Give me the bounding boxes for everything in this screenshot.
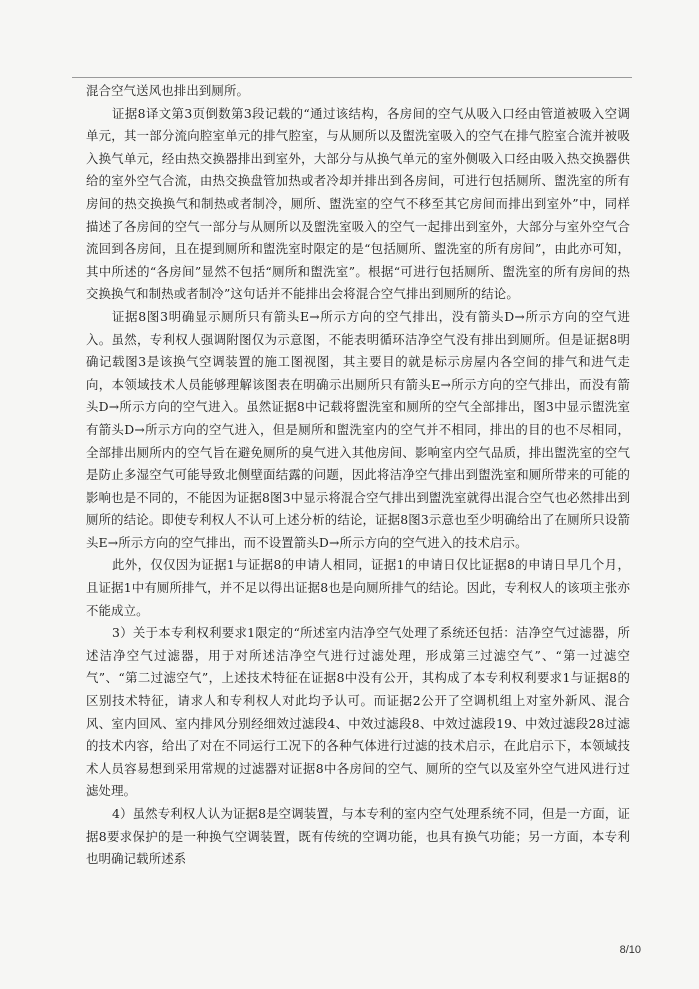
- header-rule: [72, 77, 632, 78]
- paragraph-point-4: 4）虽然专利权人认为证据8是空调装置，与本专利的室内空气处理系统不同，但是一方面，证据8要求保护的是一种换气空调装置，既有传统的空调功能，也具有换气功能；另一方面，本专利也明确记载所述系: [86, 806, 630, 867]
- page-number: 8/10: [619, 944, 641, 956]
- paragraph-continuation: 混合空气送风也排出到厕所。: [86, 83, 250, 98]
- paragraph-evidence8-figure3: 证据8图3明确显示厕所只有箭头E→所示方向的空气排出，没有箭头D→所示方向的空气进入。虽然，专利权人强调附图仅为示意图，不能表明循环洁净空气没有排出到厕所。但是证据8明确记载图3是该换气空调装置的施工图视图，其主要目的就是标示房屋内各空间的排气和进气走向，本领域技术人员能够理解该图表在明确示出厕所只有箭头E→所示方向的空气排出，而没有箭头D→所示方向的空气进入。虽然证据8中记载将盥洗室和厕所的空气全部排出，图3中显示盥洗室有箭头D→所示方向的空气进入，但是厕所和盥洗室内的空气并不相同，排出的目的也不尽相同，全部排出厕所内的空气旨在避免厕所的臭气进入其他房间、影响室内空气品质，排出盥洗室的空气是防止多湿空气可能导致北侧壁面结露的问题，因此将洁净空气排出到盥洗室和厕所带来的可能的影响也是不同的，不能因为证据8图3中显示将混合空气排出到盥洗室就得出混合空气也必然排出到厕所的结论。即使专利权人不认可上述分析的结论，证据8图3示意也至少明确给出了在厕所只设箭头E→所示方向的空气排出，而不设置箭头D→所示方向的空气进入的技术启示。: [86, 308, 630, 550]
- paragraph-applicant-argument: 此外，仅仅因为证据1与证据8的申请人相同，证据1的申请日仅比证据8的申请日早几个月，且证据1中有厕所排气，并不足以得出证据8也是向厕所排气的结论。因此，专利权人的该项主张亦不能成立。: [86, 557, 630, 618]
- paragraph-evidence8-translation: 证据8译文第3页倒数第3段记载的“通过该结构，各房间的空气从吸入口经由管道被吸入空调单元，其一部分流向腔室单元的排气腔室，与从厕所以及盥洗室吸入的空气在排气腔室合流并被吸入换气单元，经由热交换器排出到室外，大部分与从换气单元的室外侧吸入口经由吸入热交换器供给的室外空气合流，由热交换盘管加热或者冷却并排出到各房间，可进行包括厕所、盥洗室的所有房间的热交换换气和制热或者制冷，厕所、盥洗室的空气不移至其它房间而排出到室外”中，同样描述了各房间的空气一部分与从厕所以及盥洗室吸入的空气一起排出到室外，大部分与室外空气合流回到各房间，且在提到厕所和盥洗室时限定的是“包括厕所、盥洗室的所有房间”，由此亦可知，其中所述的“各房间”显然不包括“厕所和盥洗室”。根据“可进行包括厕所、盥洗室的所有房间的热交换换气和制热或者制冷”这句话并不能排出会将混合空气排出到厕所的结论。: [86, 105, 630, 302]
- paragraph-point-3: 3）关于本专利权利要求1限定的“所述室内洁净空气处理了系统还包括：洁净空气过滤器，所述洁净空气过滤器，用于对所述洁净空气进行过滤处理，形成第三过滤空气”、“第一过滤空气”、“第二过滤空气”，上述技术特征在证据8中没有公开，其构成了本专利权利要求1与证据8的区别技术特征，请求人和专利权人对此均予认可。而证据2公开了空调机组上对室外新风、混合风、室内回风、室内排风分别经细效过滤段4、中效过滤段8、中效过滤段19、中效过滤段28过滤的技术内容，给出了对在不同运行工况下的各种气体进行过滤的技术启示，在此启示下，本领域技术人员容易想到采用常规的过滤器对证据8中各房间的空气、厕所的空气以及室外空气进风进行过滤处理。: [86, 625, 630, 799]
- document-body: [86, 80, 630, 871]
